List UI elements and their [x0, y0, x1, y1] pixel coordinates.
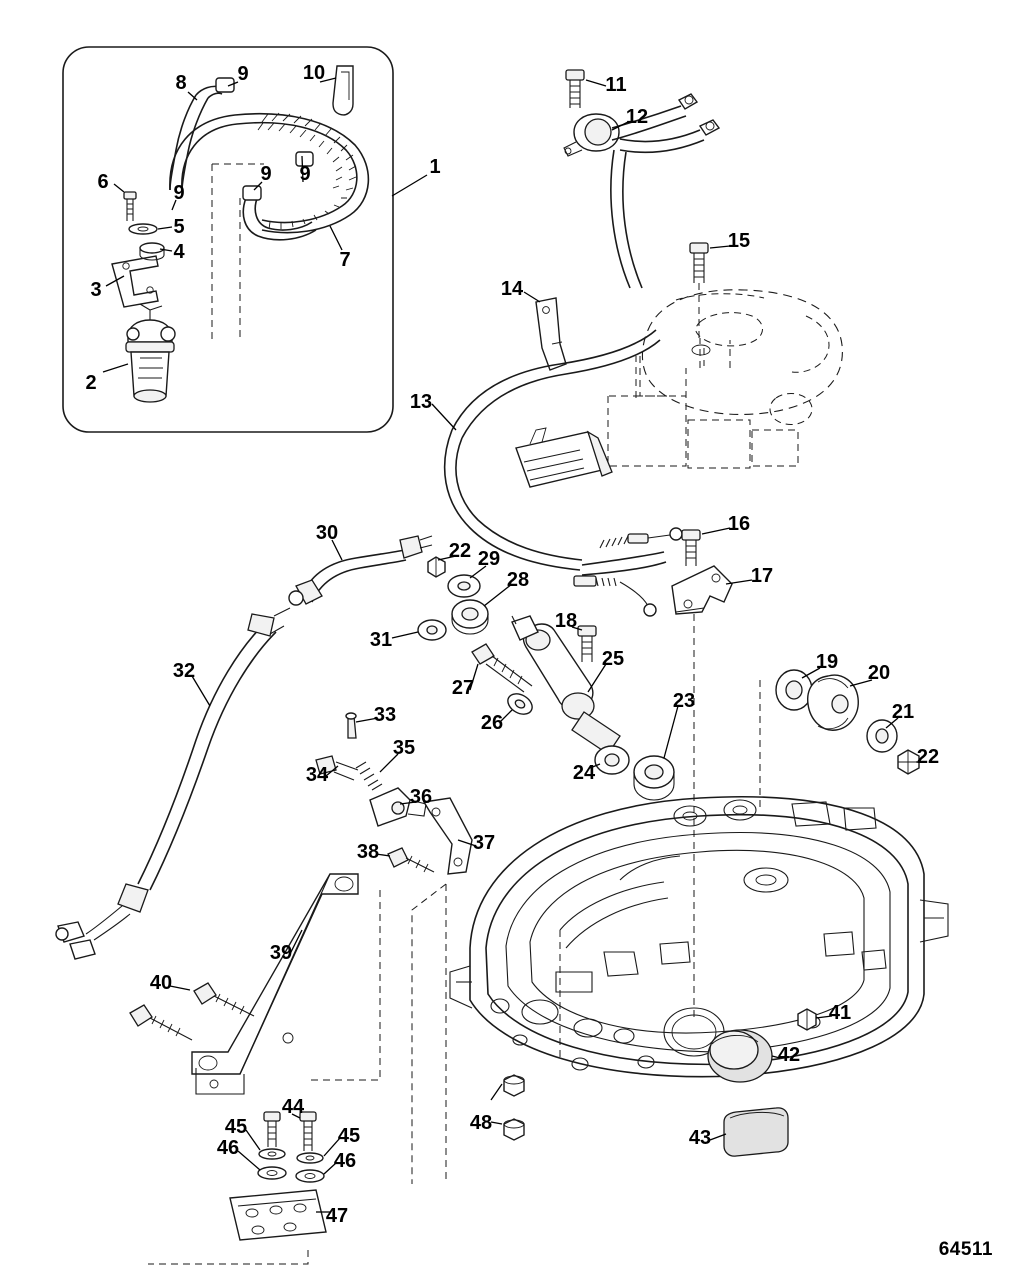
- callout-4: 4: [173, 241, 185, 263]
- callout-44: 44: [281, 1096, 305, 1118]
- callout-43: 43: [688, 1127, 712, 1149]
- callout-48: 48: [469, 1112, 493, 1134]
- powerhead-phantom: [608, 290, 842, 468]
- callout-12: 12: [625, 106, 649, 128]
- callout-28: 28: [506, 569, 530, 591]
- callout-5: 5: [173, 216, 185, 238]
- callout-10: 10: [302, 62, 326, 84]
- callout-45b: 45: [337, 1125, 361, 1147]
- bolt-11: [566, 70, 584, 108]
- plate-47: [148, 1190, 326, 1264]
- callout-38: 38: [356, 841, 380, 863]
- starter-relay: [516, 428, 612, 487]
- bushing-23: [634, 756, 674, 800]
- cable-lower-end: [574, 576, 656, 616]
- callout-24: 24: [572, 762, 596, 784]
- washer-45b: [297, 1153, 323, 1163]
- bolt-27: [472, 644, 532, 692]
- nut-48a: [504, 1075, 524, 1096]
- washer-45a: [259, 1149, 285, 1159]
- nut-41: [798, 1009, 816, 1030]
- callout-35: 35: [392, 737, 416, 759]
- callout-9a: 9: [237, 63, 249, 85]
- callout-1: 1: [429, 156, 441, 178]
- callout-14: 14: [500, 278, 524, 300]
- washer-31: [418, 620, 446, 640]
- callout-39: 39: [269, 942, 293, 964]
- shift-lever-25: [512, 616, 620, 754]
- callout-3: 3: [90, 279, 102, 301]
- callout-19: 19: [815, 651, 839, 673]
- callout-25: 25: [601, 648, 625, 670]
- callout-13: 13: [409, 391, 433, 413]
- callout-41: 41: [828, 1002, 852, 1024]
- bracket-37: [412, 798, 472, 1184]
- callout-23: 23: [672, 690, 696, 712]
- cable-30: [289, 536, 432, 605]
- bracket-39: [192, 874, 380, 1094]
- callout-36: 36: [409, 786, 433, 808]
- callout-40: 40: [149, 972, 173, 994]
- callout-34: 34: [305, 764, 329, 786]
- callout-20: 20: [867, 662, 891, 684]
- bolt-40a: [194, 983, 254, 1016]
- callout-9b: 9: [173, 182, 185, 204]
- callout-15: 15: [727, 230, 751, 252]
- bolt-38: [388, 848, 434, 872]
- callout-47: 47: [325, 1205, 349, 1227]
- washer-21: [867, 720, 897, 752]
- washer-46a: [258, 1167, 286, 1179]
- bushing-28: [452, 600, 488, 634]
- callout-2: 2: [85, 372, 97, 394]
- callout-42: 42: [777, 1044, 801, 1066]
- callout-18: 18: [554, 610, 578, 632]
- callout-45a: 45: [224, 1116, 248, 1138]
- fuel-hose-group: [112, 63, 368, 402]
- bolt-40b: [130, 1005, 192, 1040]
- callout-17: 17: [750, 565, 774, 587]
- clamp-12: [564, 114, 619, 156]
- callout-27: 27: [451, 677, 475, 699]
- callout-8: 8: [175, 72, 187, 94]
- bottom-cowl: [450, 797, 948, 1077]
- washer-46b: [296, 1170, 324, 1182]
- callout-33: 33: [373, 704, 397, 726]
- callout-29: 29: [477, 548, 501, 570]
- callout-31: 31: [369, 629, 393, 651]
- bolt-18: [578, 626, 596, 662]
- pulley-20: [808, 675, 859, 730]
- spring-35: [356, 762, 382, 790]
- callout-30: 30: [315, 522, 339, 544]
- callout-16: 16: [727, 513, 751, 535]
- nut-22b: [428, 557, 445, 577]
- callout-6: 6: [97, 171, 109, 193]
- cable-spring-end: [600, 528, 682, 548]
- washer-29: [448, 575, 480, 597]
- callout-9c: 9: [260, 163, 272, 185]
- block-43: [724, 1108, 788, 1156]
- callout-26: 26: [480, 712, 504, 734]
- callout-46a: 46: [216, 1137, 240, 1159]
- callout-7: 7: [339, 249, 351, 271]
- bolt-44a: [264, 1112, 280, 1147]
- pin-33: [346, 713, 356, 738]
- callout-46b: 46: [333, 1150, 357, 1172]
- callout-22a: 22: [916, 746, 940, 768]
- callout-9d: 9: [299, 163, 311, 185]
- callout-21: 21: [891, 701, 915, 723]
- callout-22b: 22: [448, 540, 472, 562]
- grommet-42: [708, 1030, 772, 1082]
- nut-48b: [504, 1119, 524, 1140]
- bushing-24: [595, 746, 629, 774]
- washer-26: [504, 690, 536, 719]
- bracket-14: [536, 298, 566, 370]
- callout-32: 32: [172, 660, 196, 682]
- bolt-16: [682, 530, 700, 566]
- diagram-part-number: 64511: [938, 1239, 993, 1260]
- callout-11: 11: [605, 74, 627, 96]
- callout-37: 37: [472, 832, 496, 854]
